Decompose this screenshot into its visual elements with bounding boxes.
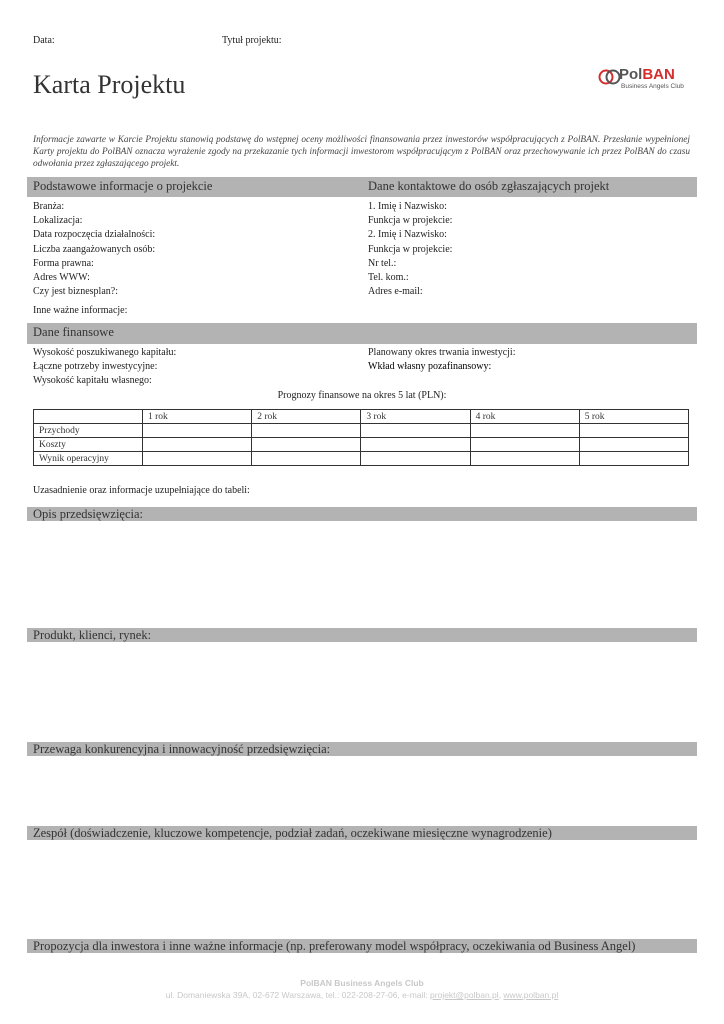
financial-header-label: Dane finansowe xyxy=(33,325,114,339)
basic-info-header xyxy=(27,177,697,197)
field-label: Adres WWW: xyxy=(33,272,90,284)
table-corner-cell xyxy=(34,410,143,424)
contact-right-fields xyxy=(368,200,452,299)
table-row xyxy=(34,424,689,438)
section-label: Produkt, klienci, rynek: xyxy=(33,628,152,642)
table-cell[interactable] xyxy=(252,452,361,466)
field-label: Data rozpoczęcia działalności: xyxy=(33,229,156,241)
table-cell[interactable] xyxy=(470,452,579,466)
table-cell[interactable] xyxy=(361,438,470,452)
financial-header xyxy=(27,323,697,344)
section-team-header xyxy=(27,826,697,840)
contact-header-right: Dane kontaktowe do osób zgłaszających projekt xyxy=(368,179,610,193)
other-info-label: Inne ważne informacje: xyxy=(33,305,128,316)
field-label: Liczba zaangażowanych osób: xyxy=(33,243,156,255)
footer-www-link[interactable]: www.polban.pl xyxy=(503,990,559,1000)
section-description-header xyxy=(27,507,697,521)
year-header: 2 rok xyxy=(252,410,361,424)
year-header: 3 rok xyxy=(361,410,470,424)
field-label: Tel. kom.: xyxy=(368,272,409,284)
field-label: Czy jest biznesplan?: xyxy=(33,286,118,298)
field-label: Branża: xyxy=(33,201,65,212)
project-title-label: Tytuł projektu: xyxy=(222,35,282,46)
logo-brand-pol: Pol xyxy=(619,66,643,83)
field-label: Łączne potrzeby inwestycyjne: xyxy=(33,361,158,373)
logo-tagline: Business Angels Club xyxy=(621,83,684,90)
row-label: Koszty xyxy=(34,438,143,452)
table-cell[interactable] xyxy=(143,452,252,466)
field-label: Planowany okres trwania inwestycji: xyxy=(368,347,516,358)
footer-email-link[interactable]: projekt@polban.pl xyxy=(430,990,499,1000)
field-label: Lokalizacja: xyxy=(33,215,83,227)
footer-address: ul. Domaniewska 39A, 02-672 Warszawa, tel.: 022-208-27-06, e-mail: xyxy=(165,990,431,1000)
section-investor-proposal-header xyxy=(27,939,697,953)
field-label: Wysokość kapitału własnego: xyxy=(33,375,152,387)
footer-separator: , xyxy=(498,990,504,1000)
table-cell[interactable] xyxy=(470,438,579,452)
year-header: 5 rok xyxy=(579,410,688,424)
row-label: Wynik operacyjny xyxy=(34,452,143,466)
table-cell[interactable] xyxy=(252,438,361,452)
basic-info-header-left: Podstawowe informacje o projekcie xyxy=(33,179,213,193)
footer-address-line xyxy=(0,990,724,1000)
field-label: Funkcja w projekcie: xyxy=(368,215,453,227)
forecast-table xyxy=(33,409,689,466)
section-label: Propozycja dla inwestora i inne ważne informacje (np. preferowany model współpracy, oczekiwania od Business Angel) xyxy=(33,939,636,953)
table-cell[interactable] xyxy=(143,424,252,438)
section-label: Opis przedsięwzięcia: xyxy=(33,507,144,521)
table-cell[interactable] xyxy=(470,424,579,438)
table-cell[interactable] xyxy=(579,438,688,452)
financial-left-fields xyxy=(33,346,176,389)
section-advantage-header xyxy=(27,742,697,756)
table-cell[interactable] xyxy=(361,452,470,466)
field-label: Nr tel.: xyxy=(368,257,397,269)
table-cell[interactable] xyxy=(361,424,470,438)
table-cell[interactable] xyxy=(143,438,252,452)
section-label: Przewaga konkurencyjna i innowacyjność przedsięwzięcia: xyxy=(33,742,331,756)
field-label: Forma prawna: xyxy=(33,257,94,269)
justification-label: Uzasadnienie oraz informacje uzupełniające do tabeli: xyxy=(33,485,250,496)
polban-logo xyxy=(598,66,698,94)
year-header: 4 rok xyxy=(470,410,579,424)
table-cell[interactable] xyxy=(579,452,688,466)
field-label: Wysokość poszukiwanego kapitału: xyxy=(33,347,177,358)
table-row xyxy=(34,438,689,452)
intro-text: Informacje zawarte w Karcie Projektu stanowią podstawę do wstępnej oceny możliwości finansowania przez inwestorów współpracujących z PolBAN. Przesłanie wypełnionej Karty projektu do PolBAN oznacza wyrażenie zgody na przekazanie tych informacji inwestorom współpracującym z PolBAN oraz przechowywanie ich przez PolBAN do czasu odwołania przez zgłaszającego projekt. xyxy=(33,135,690,169)
footer-org: PolBAN Business Angels Club xyxy=(300,978,424,988)
table-header-row xyxy=(34,410,689,424)
table-cell[interactable] xyxy=(579,424,688,438)
forecast-title: Prognozy finansowe na okres 5 lat (PLN): xyxy=(277,390,447,401)
date-label: Data: xyxy=(33,35,55,46)
table-row xyxy=(34,452,689,466)
field-label: Funkcja w projekcie: xyxy=(368,243,453,255)
year-header: 1 rok xyxy=(143,410,252,424)
field-label: Wkład własny pozafinansowy: xyxy=(368,361,492,373)
section-label: Zespół (doświadczenie, kluczowe kompetencje, podział zadań, oczekiwane miesięczne wynagrodzenie) xyxy=(33,826,552,840)
basic-left-fields xyxy=(33,200,155,299)
row-label: Przychody xyxy=(34,424,143,438)
field-label: 1. Imię i Nazwisko: xyxy=(368,201,447,212)
page-title: Karta Projektu xyxy=(33,70,186,99)
table-cell[interactable] xyxy=(252,424,361,438)
field-label: Adres e-mail: xyxy=(368,286,423,298)
financial-right-fields xyxy=(368,346,515,374)
section-product-header xyxy=(27,628,697,642)
field-label: 2. Imię i Nazwisko: xyxy=(368,229,447,241)
logo-brand-ban: BAN xyxy=(642,66,675,83)
